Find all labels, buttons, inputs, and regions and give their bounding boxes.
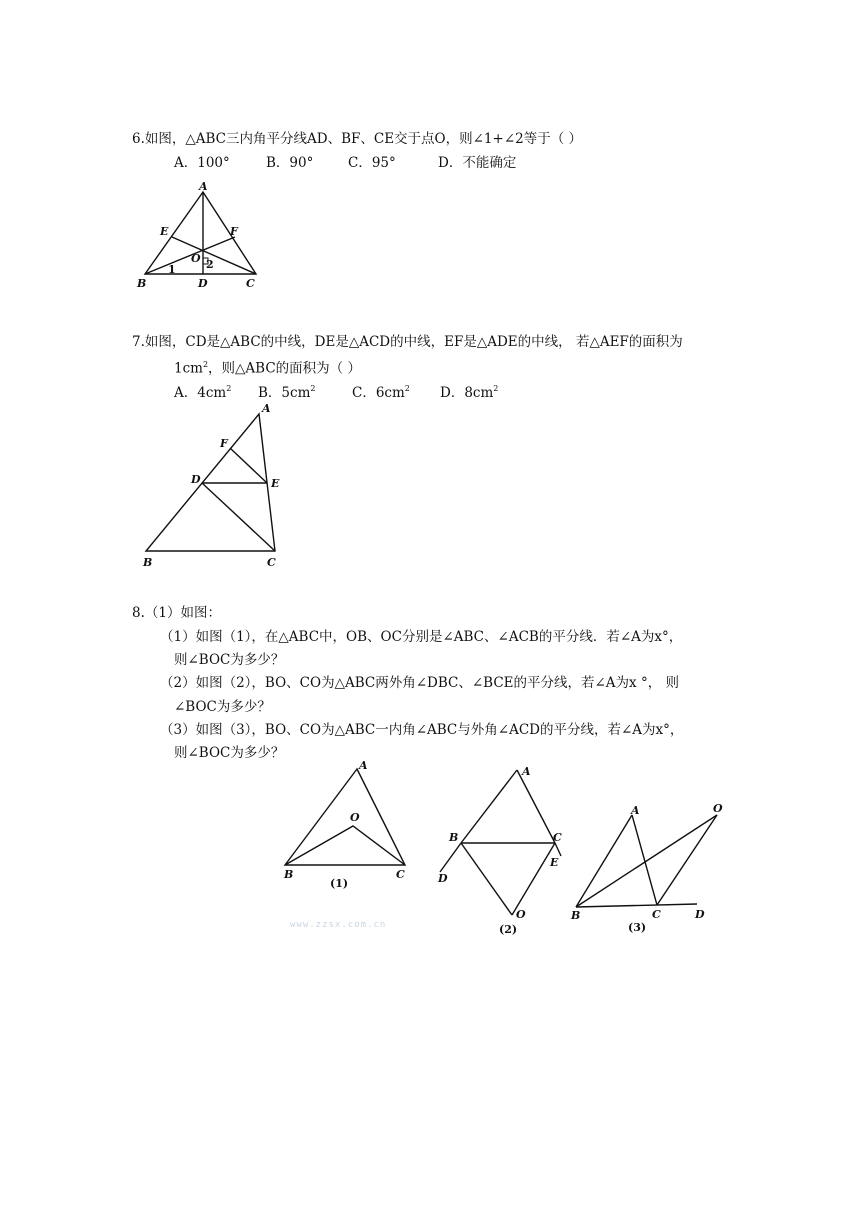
q6-stem: 6.如图，△ABC三内角平分线AD、BF、CE交于点O，则∠1+∠2等于（ ） [132, 131, 583, 147]
q6-label-f: F [230, 225, 238, 238]
q6-option-c: C．95° [348, 155, 396, 171]
q6-label-d: D [198, 277, 208, 290]
q7-label-e: E [271, 477, 280, 490]
fig3-label-d: D [695, 908, 705, 921]
q7-option-b: B．$5cm^2$ [258, 384, 316, 401]
fig1-label-b: B [284, 868, 294, 881]
fig2-label-d: D [438, 872, 448, 885]
q8-part2-line1: （2）如图（2），BO、CO为△ABC两外角∠DBC、∠BCE的平分线，若∠A为x °， 则 [160, 675, 680, 691]
fig2-bisector-bo [461, 843, 512, 915]
q8-part2-line2: ∠BOC为多少？ [174, 699, 271, 715]
fig3-label-c: C [652, 908, 661, 921]
q8-part3-line1: （3）如图（3），BO、CO为△ABC一内角∠ABC与外角∠ACD的平分线，若∠A为x°， [160, 722, 684, 738]
q8-figure-2 [437, 765, 562, 936]
fig2-segment-ac [517, 770, 555, 843]
fig1-caption: (1) [330, 877, 349, 890]
q8-part3-line2: 则∠BOC为多少？ [174, 745, 285, 761]
fig3-caption: (3) [628, 921, 647, 934]
q7-label-d: D [191, 473, 201, 486]
q6-label-angle-2: 2 [206, 258, 214, 271]
q7-label-f: F [220, 437, 228, 450]
q8-part1-line2: 则∠BOC为多少？ [174, 652, 285, 668]
fig3-bisector-bo [576, 815, 717, 907]
q6-label-e: E [160, 225, 169, 238]
fig1-label-c: C [396, 868, 405, 881]
q6-option-b: B．90° [266, 155, 314, 171]
fig2-label-o: O [516, 908, 526, 921]
q6-option-a: A．100° [174, 155, 230, 171]
fig2-segment-ab [461, 770, 517, 843]
fig3-bisector-co [657, 815, 717, 905]
q8-figure-1 [283, 759, 405, 890]
fig2-label-a: A [522, 765, 531, 778]
fig1-bisectors-ob-oc [285, 826, 405, 865]
q6-label-a: A [199, 180, 208, 193]
fig2-label-c: C [553, 831, 562, 844]
fig2-caption: (2) [499, 923, 518, 936]
q7-option-a: A．$4cm^2$ [174, 384, 232, 401]
fig1-triangle-abc [285, 769, 405, 865]
q7-option-d: D．$8cm^2$ [440, 384, 499, 401]
fig1-label-a: A [359, 759, 368, 772]
q6-option-d: D．不能确定 [438, 155, 517, 171]
q7-label-b: B [143, 556, 153, 569]
fig2-label-e: E [550, 856, 559, 869]
q6-label-angle-1: 1 [168, 263, 176, 276]
fig3-label-o: O [713, 802, 723, 815]
q8-figure-3 [570, 802, 723, 934]
q7-option-c: C．$6cm^2$ [352, 384, 410, 401]
q7-label-c: C [267, 556, 276, 569]
watermark: www.zzsx.com.cn [290, 920, 387, 930]
fig2-extension-bd [440, 843, 461, 872]
fig3-label-b: B [571, 909, 581, 922]
q6-label-o: O [191, 252, 201, 265]
q8-heading: 8.（1）如图： [132, 605, 221, 621]
q8-part1-line1: （1）如图（1），在△ABC中，OB、OC分别是∠ABC、∠ACB的平分线．若∠A为x°， [160, 629, 683, 645]
fig3-segment-bd [576, 904, 697, 907]
q7-stem-line1: 7.如图，CD是△ABC的中线，DE是△ACD的中线，EF是△ADE的中线， 若△AEF的面积为 [132, 334, 683, 350]
q6-label-b: B [137, 277, 147, 290]
fig2-label-b: B [449, 831, 459, 844]
fig3-label-a: A [631, 804, 640, 817]
fig3-segment-ac [632, 815, 657, 905]
q7-stem-line2: $1cm^2$，则△ABC的面积为（ ） [174, 360, 361, 377]
q6-label-c: C [246, 277, 255, 290]
fig2-extension-ce [555, 843, 561, 856]
fig3-segment-ab [576, 815, 632, 907]
fig2-bisector-co [512, 843, 555, 915]
fig1-label-o: O [350, 811, 360, 824]
q7-label-a: A [262, 402, 271, 415]
